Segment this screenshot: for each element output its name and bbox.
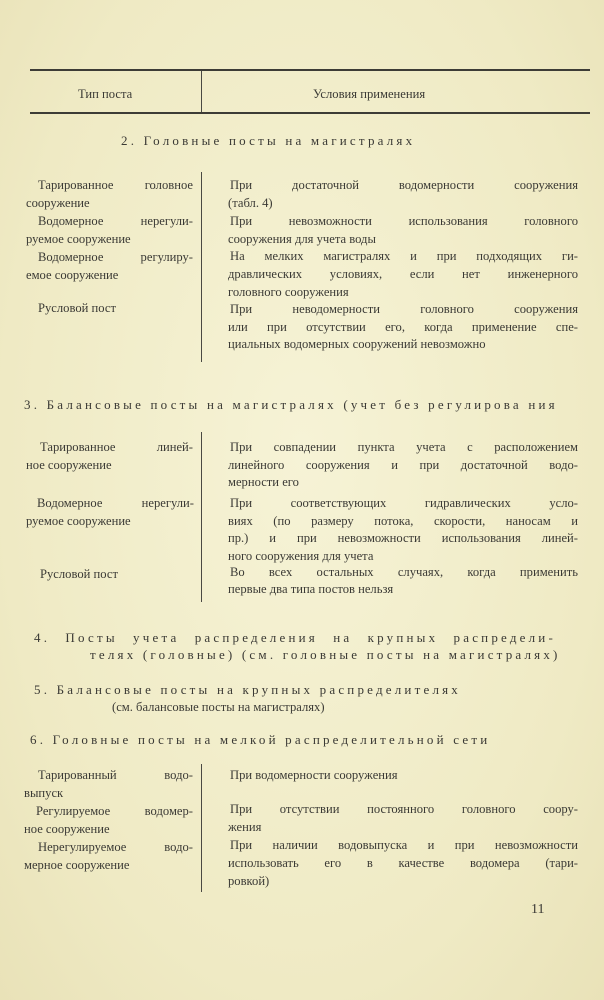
s3-left-line: Русловой пост [40, 567, 118, 581]
s2-section-heading: 2. Головные посты на магистралях [121, 133, 416, 148]
table-top-rule [30, 69, 590, 71]
s6-right-line: ровкой) [228, 874, 270, 888]
s2-left-line: руемое сооружение [26, 232, 131, 246]
s2-right-line: или при отсутствии его, когда применение спе- [228, 320, 578, 334]
header-bottom-rule [30, 112, 590, 114]
s2-right-line: При невозможности использования головного [230, 214, 578, 228]
s6-left-line: Регулируемое водомер- [36, 804, 193, 818]
s6-right-line: При отсутствии постоянного головного соору- [230, 802, 578, 816]
s2-left-line: Тарированное головное [38, 178, 193, 192]
s6-left-line: Тарированный водо- [38, 768, 193, 782]
s3-right-line: пр.) и при невозможности использования линей- [228, 531, 578, 545]
s2-right-line: (табл. 4) [228, 196, 273, 210]
s6-left-line: выпуск [24, 786, 64, 800]
s2-right-line: циальных водомерных сооружений невозможно [228, 337, 486, 351]
s4-lines-line: телях (головные) (см. головные посты на магистралях) [90, 647, 561, 662]
s6-section-heading: 6. Головные посты на мелкой распределительной сети [30, 732, 491, 747]
s2-right-line: При неводомерности головного сооружения [230, 302, 578, 316]
s2-left-line: Русловой пост [38, 301, 116, 315]
s6-right-line: При водомерности сооружения [230, 768, 398, 782]
s3-left-line: ное сооружение [26, 458, 112, 472]
s3-divider [201, 432, 202, 602]
s2-left-line: Водомерное регулиру- [38, 250, 193, 264]
s3-section-heading: 3. Балансовые посты на магистралях (учет без регулирова ния [24, 397, 558, 412]
s6-left-line: ное сооружение [24, 822, 110, 836]
s2-right-line: На мелких магистралях и при подходящих ги- [230, 249, 578, 263]
s2-left-line: сооружение [26, 196, 90, 210]
s3-right-line: мерности его [228, 475, 299, 489]
s2-left-line: Водомерное нерегули- [38, 214, 193, 228]
s3-right-line: виях (по размеру потока, скорости, наносам и [228, 514, 578, 528]
header-col-conditions: Условия применения [313, 87, 426, 101]
s6-right-line: При наличии водовыпуска и при невозможности [230, 838, 578, 852]
s3-right-line: первые два типа постов нельзя [228, 582, 394, 596]
s3-right-line: Во всех остальных случаях, когда применить [230, 565, 578, 579]
s2-divider [201, 172, 202, 362]
s3-left-line: руемое сооружение [26, 514, 131, 528]
s3-left-line: Водомерное нерегули- [37, 496, 194, 510]
s3-right-line: При совпадении пункта учета с расположением [230, 440, 578, 454]
s2-left-line: емое сооружение [26, 268, 119, 282]
s5-lines-line: 5. Балансовые посты на крупных распределителях [34, 682, 462, 697]
s6-left-line: Нерегулируемое водо- [38, 840, 193, 854]
s6-right-line: использовать его в качестве водомера (тари- [228, 856, 578, 870]
s5-lines-line: (см. балансовые посты на магистралях) [112, 700, 325, 714]
s4-lines-line: 4. Посты учета распределения на крупных распредели- [34, 630, 556, 645]
s3-right-line: линейного сооружения и при достаточной водо- [228, 458, 578, 472]
s3-right-line: При соответствующих гидравлических усло- [230, 496, 578, 510]
s6-divider [201, 764, 202, 892]
s2-right-line: При достаточной водомерности сооружения [230, 178, 578, 192]
page-number: 11 [531, 902, 545, 917]
s3-right-line: ного сооружения для учета [228, 549, 374, 563]
s2-right-line: головного сооружения [228, 285, 349, 299]
s6-right-line: жения [228, 820, 262, 834]
s3-left-line: Тарированное линей- [40, 440, 193, 454]
s2-right-line: дравлических условиях, если нет инженерного [228, 267, 578, 281]
header-col-type: Тип поста [78, 87, 133, 101]
header-divider [201, 71, 202, 113]
s2-right-line: сооружения для учета воды [228, 232, 376, 246]
s6-left-line: мерное сооружение [24, 858, 130, 872]
